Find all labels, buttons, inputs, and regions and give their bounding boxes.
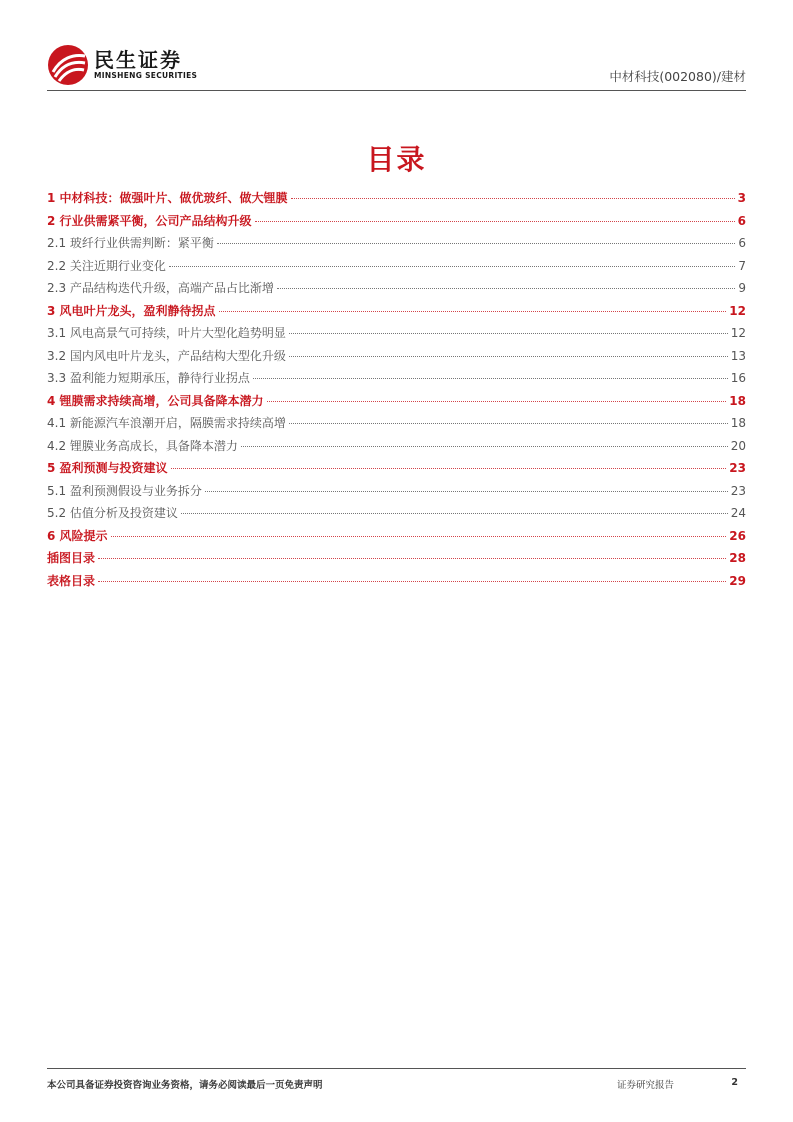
toc-entry-page: 6 <box>738 236 746 250</box>
logo-chinese-name: 民生证券 <box>94 48 182 72</box>
table-of-contents <box>47 189 746 594</box>
minsheng-logo-icon <box>47 44 89 86</box>
toc-entry[interactable] <box>47 347 746 370</box>
toc-entry-label: 2 行业供需紧平衡，公司产品结构升级 <box>47 213 252 228</box>
toc-entry[interactable] <box>47 324 746 347</box>
footer-report-type: 证券研究报告 <box>617 1080 675 1091</box>
toc-leader-dots <box>291 198 735 199</box>
toc-title: 目录 <box>366 143 427 176</box>
toc-entry-label: 插图目录 <box>47 551 96 565</box>
toc-entry-label: 4 锂膜需求持续高增，公司具备降本潜力 <box>47 393 264 408</box>
toc-entry[interactable] <box>47 212 746 235</box>
toc-leader-dots <box>169 266 735 267</box>
toc-entry-page: 6 <box>737 213 746 228</box>
toc-entry[interactable] <box>47 527 746 550</box>
toc-entry-label: 3 风电叶片龙头，盈利静待拐点 <box>47 303 216 318</box>
toc-entry[interactable] <box>47 414 746 437</box>
toc-entry[interactable] <box>47 234 746 257</box>
toc-entry-page: 12 <box>730 326 746 340</box>
toc-entry-label: 表格目录 <box>47 573 96 588</box>
toc-leader-dots <box>253 378 728 379</box>
toc-entry-page: 24 <box>730 506 746 520</box>
toc-entry-page: 9 <box>738 281 746 295</box>
toc-leader-dots <box>205 491 728 492</box>
toc-entry-page: 12 <box>729 303 746 318</box>
toc-leader-dots <box>217 243 735 244</box>
toc-entry-label: 2.2 关注近期行业变化 <box>47 258 166 273</box>
toc-entry[interactable] <box>47 392 746 415</box>
toc-entry[interactable] <box>47 504 746 527</box>
toc-entry[interactable] <box>47 257 746 280</box>
toc-entry-page: 29 <box>729 573 746 588</box>
toc-entry-page: 13 <box>730 348 746 363</box>
toc-entry-page: 16 <box>730 371 746 385</box>
toc-entry-label: 5.2 估值分析及投资建议 <box>47 506 178 520</box>
toc-leader-dots <box>241 446 728 447</box>
toc-entry[interactable] <box>47 189 746 212</box>
toc-leader-dots <box>171 468 727 469</box>
toc-entry[interactable] <box>47 482 746 505</box>
toc-entry-page: 28 <box>729 551 746 565</box>
toc-leader-dots <box>98 581 726 582</box>
toc-leader-dots <box>219 311 727 312</box>
toc-leader-dots <box>98 558 726 559</box>
toc-entry[interactable] <box>47 437 746 460</box>
toc-leader-dots <box>289 423 728 424</box>
toc-entry-page: 18 <box>729 393 746 408</box>
toc-leader-dots <box>111 536 727 537</box>
toc-entry-label: 4.1 新能源汽车浪潮开启，隔膜需求持续高增 <box>47 416 286 430</box>
toc-entry-page: 7 <box>738 258 746 273</box>
toc-leader-dots <box>289 333 728 334</box>
toc-entry-page: 23 <box>730 483 746 498</box>
toc-entry-page: 18 <box>730 416 746 430</box>
toc-entry-label: 5 盈利预测与投资建议 <box>47 461 168 475</box>
toc-leader-dots <box>277 288 735 289</box>
toc-entry-page: 20 <box>730 438 746 453</box>
toc-entry[interactable] <box>47 279 746 302</box>
header-company-ticker: 中材科技(002080)/建材 <box>609 69 746 84</box>
toc-entry[interactable] <box>47 459 746 482</box>
toc-entry-label: 1 中材科技：做强叶片、做优玻纤、做大锂膜 <box>47 191 288 205</box>
toc-entry-label: 3.2 国内风电叶片龙头，产品结构大型化升级 <box>47 348 286 363</box>
toc-entry[interactable] <box>47 302 746 325</box>
toc-entry-label: 2.3 产品结构迭代升级，高端产品占比渐增 <box>47 281 274 295</box>
toc-entry[interactable] <box>47 572 746 595</box>
toc-entry-label: 5.1 盈利预测假设与业务拆分 <box>47 483 202 498</box>
toc-entry-page: 26 <box>729 528 746 543</box>
company-logo <box>47 42 197 88</box>
header-divider <box>47 90 746 91</box>
toc-entry-page: 23 <box>729 461 746 475</box>
toc-leader-dots <box>255 221 735 222</box>
footer-disclaimer: 本公司具备证券投资咨询业务资格，请务必阅读最后一页免责声明 <box>47 1080 323 1091</box>
toc-entry-label: 6 风险提示 <box>47 528 108 543</box>
toc-entry[interactable] <box>47 369 746 392</box>
toc-leader-dots <box>181 513 728 514</box>
toc-leader-dots <box>267 401 727 402</box>
toc-entry-label: 2.1 玻纤行业供需判断：紧平衡 <box>47 236 214 250</box>
toc-entry-label: 3.1 风电高景气可持续，叶片大型化趋势明显 <box>47 326 286 340</box>
footer-divider <box>47 1068 746 1069</box>
toc-entry-page: 3 <box>737 191 746 205</box>
footer-page-number: 2 <box>731 1077 738 1088</box>
toc-entry-label: 4.2 锂膜业务高成长，具备降本潜力 <box>47 438 238 453</box>
toc-entry-label: 3.3 盈利能力短期承压，静待行业拐点 <box>47 371 250 385</box>
logo-english-name: MINSHENG SECURITIES <box>94 71 198 80</box>
toc-entry[interactable] <box>47 549 746 572</box>
toc-leader-dots <box>289 356 728 357</box>
